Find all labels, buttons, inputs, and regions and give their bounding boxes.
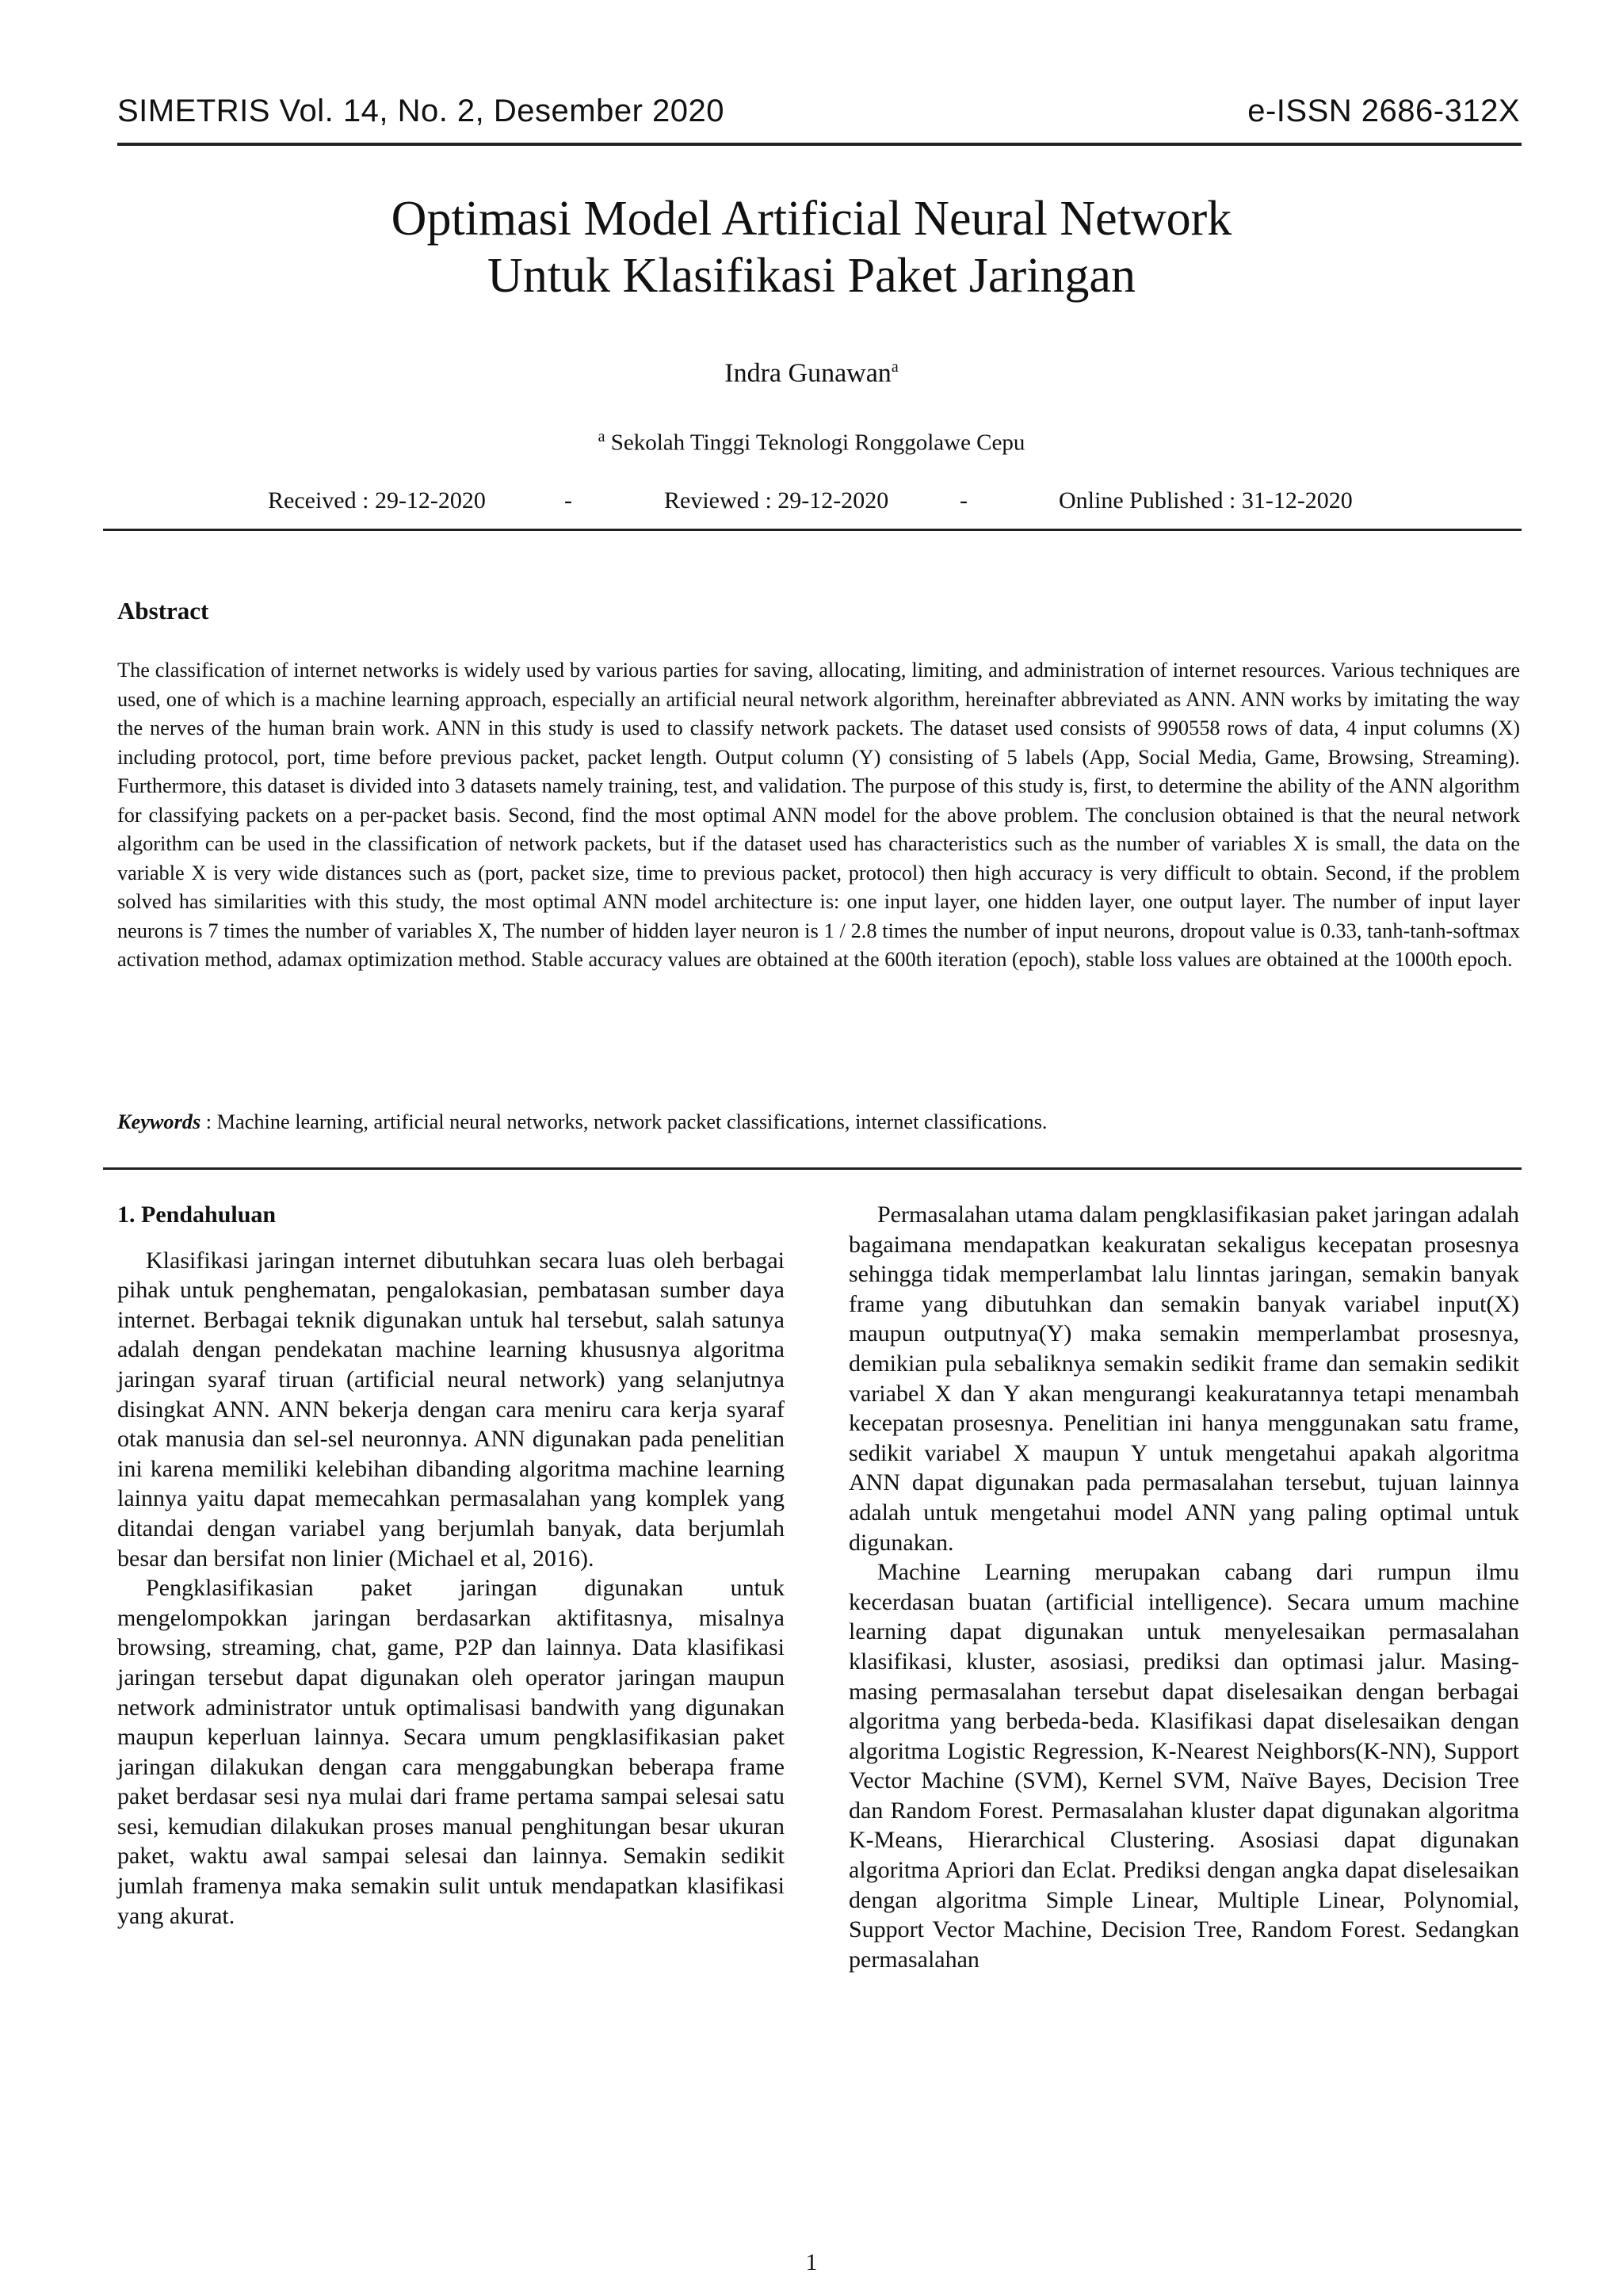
- body-column-left: [117, 1200, 785, 1931]
- section-heading: 1. Pendahuluan: [117, 1201, 277, 1228]
- received-date: Received : 29-12-2020: [268, 487, 486, 514]
- author: [0, 358, 1623, 388]
- body-paragraph: Permasalahan utama dalam pengklasifikasian paket jaringan adalah bagaimana mendapatkan keakuratan sekaligus kecepatan prosesnya sehingga tidak memperlambat lalu linntas jaringan, semakin banyak frame yang dibutuhkan dan semakin banyak variabel input(X) maupun outputnya(Y) maka semakin memperlambat prosesnya, demikian pula sebaliknya semakin sedikit frame dan semakin sedikit variabel X dan Y akan mengurangi keakuratannya tetapi menambah kecepatan prosesnya. Penelitian ini hanya menggunakan satu frame, sedikit variabel X maupun Y untuk mengetahui apakah algoritma ANN dapat digunakan pada permasalahan tersebut, tujuan lainnya adalah untuk mengetahui model ANN yang paling optimal untuk digunakan.: [849, 1201, 1519, 1556]
- page-number: 1: [805, 2249, 818, 2275]
- keywords: [117, 1108, 1520, 1137]
- journal-name: SIMETRIS Vol. 14, No. 2, Desember 2020: [117, 94, 725, 128]
- affiliation-mark: a: [598, 428, 605, 445]
- date-separator-2: -: [960, 487, 968, 514]
- date-separator-1: -: [564, 487, 572, 514]
- abstract-heading: Abstract: [117, 597, 209, 625]
- affiliation-name: Sekolah Tinggi Teknologi Ronggolawe Cepu: [610, 430, 1025, 456]
- body-paragraph: Pengklasifikasian paket jaringan digunakan untuk mengelompokkan jaringan berdasarkan aktifitasnya, misalnya browsing, streaming, chat, game, P2P dan lainnya. Data klasifikasi jaringan tersebut dapat digunakan oleh operator jaringan maupun network administrator untuk optimalisasi bandwith yang digunakan maupun keperluan lainnya. Secara umum pengklasifikasian paket jaringan dilakukan dengan cara menggabungkan beberapa frame paket berdasar sesi nya mulai dari frame pertama sampai selesai satu sesi, kemudian dilakukan proses manual penghitungan besar ukuran paket, waktu awal sampai selesai dan lainnya. Semakin sedikit jumlah framenya maka semakin sulit untuk mendapatkan klasifikasi yang akurat.: [117, 1575, 785, 1929]
- abstract-body: The classification of internet networks is widely used by various parties for saving, allocating, limiting, and administration of internet resources. Various techniques are used, one of which is a machine learning approach, especially an artificial neural network algorithm, hereinafter abbreviated as ANN. ANN works by imitating the way the nerves of the human brain work. ANN in this study is used to classify network packets. The dataset used consists of 990558 rows of data, 4 input columns (X) including protocol, port, time before previous packet, packet length. Output column (Y) consisting of 5 labels (App, Social Media, Game, Browsing, Streaming). Furthermore, this dataset is divided into 3 datasets namely training, test, and validation. The purpose of this study is, first, to determine the ability of the ANN algorithm for classifying packets on a per-packet basis. Second, find the most optimal ANN model for the above problem. The conclusion obtained is that the neural network algorithm can be used in the classification of network packets, but if the dataset used has characteristics such as the number of variables X is small, the data on the variable X is very wide distances such as (port, packet size, time to previous packet, protocol) then high accuracy is very difficult to obtain. Second, if the problem solved has similarities with this study, the most optimal ANN model architecture is: one input layer, one hidden layer, one output layer. The number of input layer neurons is 7 times the number of variables X, The number of hidden layer neuron is 1 / 2.8 times the number of input neurons, dropout value is 0.33, tanh-tanh-softmax activation method, adamax optimization method. Stable accuracy values are obtained at the 600th iteration (epoch), stable loss values are obtained at the 1000th epoch.: [117, 659, 1520, 971]
- paper-title: [0, 190, 1623, 304]
- author-affiliation-mark: a: [891, 358, 899, 376]
- body-paragraph: Machine Learning merupakan cabang dari rumpun ilmu kecerdasan buatan (artificial intelligence). Secara umum machine learning dapat digunakan untuk menyelesaikan permasalahan klasifikasi, kluster, asosiasi, prediksi dan optimasi jalur. Masing-masing permasalahan tersebut dapat diselesaikan dengan berbagai algoritma yang berbeda-beda. Klasifikasi dapat diselesaikan dengan algoritma Logistic Regression, K-Nearest Neighbors(K-NN), Support Vector Machine (SVM), Kernel SVM, Naïve Bayes, Decision Tree dan Random Forest. Permasalahan kluster dapat digunakan algoritma K-Means, Hierarchical Clustering. Asosiasi dapat digunakan algoritma Apriori dan Eclat. Prediksi dengan angka dapat diselesaikan dengan algoritma Simple Linear, Multiple Linear, Polynomial, Support Vector Machine, Decision Tree, Random Forest. Sedangkan permasalahan: [849, 1559, 1519, 1973]
- body-column-right: [849, 1200, 1519, 1974]
- issn: e-ISSN 2686-312X: [1247, 94, 1520, 128]
- keywords-text: : Machine learning, artificial neural networks, network packet classifications, internet classifications.: [200, 1110, 1048, 1133]
- author-name: Indra Gunawan: [724, 358, 892, 388]
- keywords-rule: [103, 1167, 1522, 1170]
- header-rule: [117, 143, 1522, 146]
- keywords-label: Keywords: [117, 1110, 201, 1133]
- affiliation: [0, 428, 1623, 457]
- reviewed-date: Reviewed : 29-12-2020: [664, 487, 889, 514]
- body-paragraph: Klasifikasi jaringan internet dibutuhkan secara luas oleh berbagai pihak untuk penghematan, pengalokasian, pembatasan sumber daya internet. Berbagai teknik digunakan untuk hal tersebut, salah satunya adalah dengan pendekatan machine learning khususnya algoritma jaringan syaraf tiruan (artificial neural network) yang selanjutnya disingkat ANN. ANN bekerja dengan cara meniru cara kerja syaraf otak manusia dan sel-sel neuronnya. ANN digunakan pada penelitian ini karena memiliki kelebihan dibanding algoritma machine learning lainnya yaitu dapat memecahkan permasalahan yang komplek yang ditandai dengan variabel yang berjumlah banyak, data berjumlah besar dan bersifat non linier (Michael et al, 2016).: [117, 1247, 785, 1572]
- published-date: Online Published : 31-12-2020: [1059, 487, 1353, 514]
- running-header: [117, 94, 1520, 141]
- paper-title-line-2: Untuk Klasifikasi Paket Jaringan: [487, 249, 1136, 303]
- paper-title-line-1: Optimasi Model Artificial Neural Network: [391, 192, 1232, 246]
- dates-rule: [103, 529, 1522, 531]
